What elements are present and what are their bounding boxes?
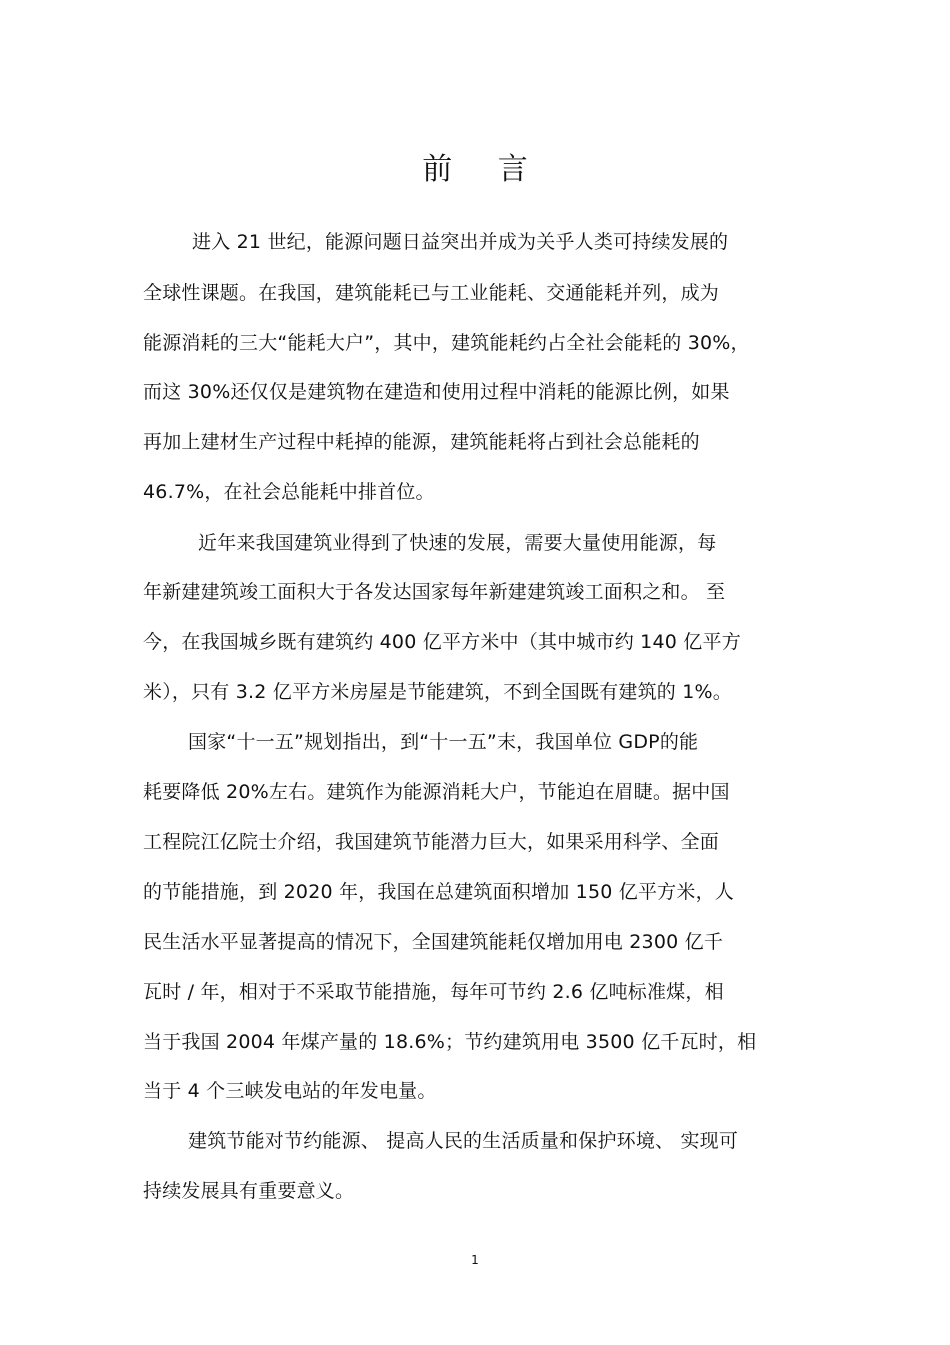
paragraph-line: 米），只有 3.2 亿平方米房屋是节能建筑，不到全国既有建筑的 1%。: [143, 681, 732, 703]
paragraph-line: 46.7%，在社会总能耗中排首位。: [143, 481, 435, 503]
paragraph-line: 持续发展具有重要意义。: [143, 1180, 355, 1202]
page-number: 1: [471, 1253, 479, 1267]
paragraph-line: 而这 30%还仅仅是建筑物在建造和使用过程中消耗的能源比例，如果: [143, 381, 730, 403]
paragraph-line: 耗要降低 20%左右。建筑作为能源消耗大户，节能迫在眉睫。据中国: [143, 781, 730, 803]
paragraph-line: 今，在我国城乡既有建筑约 400 亿平方米中（其中城市约 140 亿平方: [143, 631, 741, 653]
paragraph-line: 瓦时 / 年，相对于不采取节能措施，每年可节约 2.6 亿吨标准煤，相: [143, 981, 724, 1003]
page-title: 前 言: [422, 152, 546, 187]
paragraph-line: 的节能措施，到 2020 年，我国在总建筑面积增加 150 亿平方米，人: [143, 881, 734, 903]
paragraph-line: 国家“十一五”规划指出，到“十一五”末，我国单位 GDP的能: [188, 731, 699, 753]
paragraph-line: 再加上建材生产过程中耗掉的能源，建筑能耗将占到社会总能耗的: [143, 431, 700, 453]
paragraph-line: 进入 21 世纪，能源问题日益突出并成为关乎人类可持续发展的: [192, 231, 729, 253]
paragraph-line: 工程院江亿院士介绍，我国建筑节能潜力巨大，如果采用科学、全面: [143, 831, 720, 853]
paragraph-line: 当于我国 2004 年煤产量的 18.6%；节约建筑用电 3500 亿千瓦时，相: [143, 1031, 757, 1053]
paragraph-line: 全球性课题。在我国，建筑能耗已与工业能耗、交通能耗并列，成为: [143, 282, 720, 304]
paragraph-line: 近年来我国建筑业得到了快速的发展，需要大量使用能源，每: [198, 532, 717, 554]
paragraph-line: 建筑节能对节约能源、 提高人民的生活质量和保护环境、 实现可: [188, 1130, 739, 1152]
paragraph-line: 民生活水平显著提高的情况下，全国建筑能耗仅增加用电 2300 亿千: [143, 931, 724, 953]
paragraph-line: 当于 4 个三峡发电站的年发电量。: [143, 1080, 437, 1102]
paragraph-line: 年新建建筑竣工面积大于各发达国家每年新建建筑竣工面积之和。 至: [143, 581, 726, 603]
paragraph-line: 能源消耗的三大“能耗大户”，其中，建筑能耗约占全社会能耗的 30%，: [143, 332, 750, 354]
